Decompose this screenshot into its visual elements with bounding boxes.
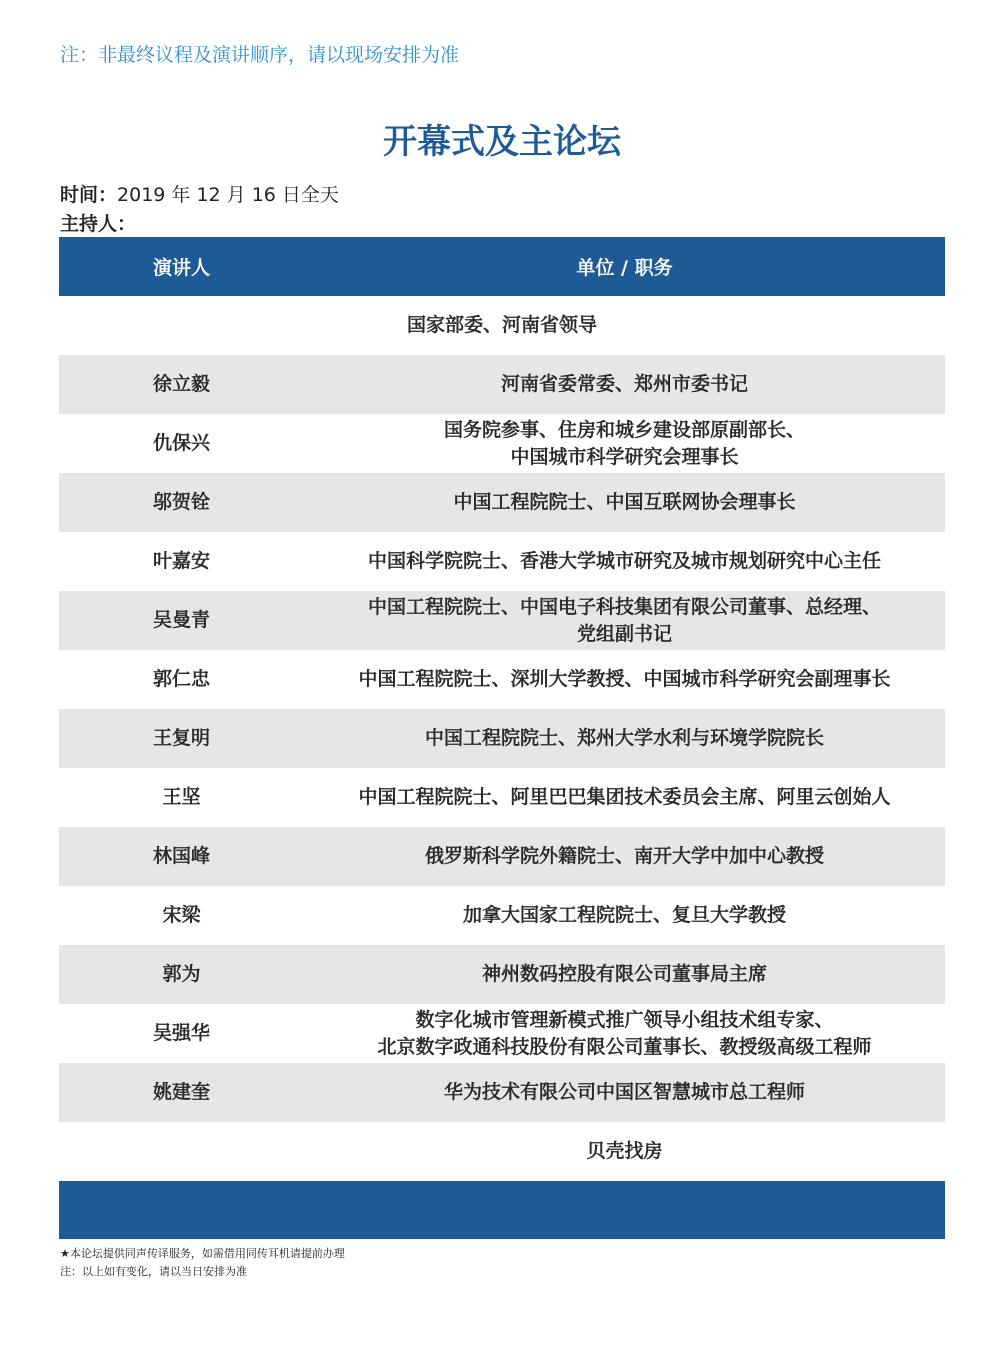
table-row — [59, 650, 945, 709]
speaker-cell: 姚建奎 — [59, 1063, 304, 1122]
table-header-row — [59, 237, 945, 296]
speaker-cell: 宋梁 — [162, 904, 201, 926]
header-position: 单位 / 职务 — [304, 237, 945, 296]
table-body — [59, 296, 945, 1181]
speaker-cell: 吴强华 — [152, 1022, 210, 1044]
time-label: 时间： — [60, 184, 118, 206]
speaker-table — [59, 237, 945, 1181]
table-row — [59, 532, 945, 591]
speaker-cell: 邬贺铨 — [59, 473, 304, 532]
table-row — [59, 473, 945, 532]
speaker-cell — [59, 1122, 304, 1181]
speaker-cell: 郭仁忠 — [152, 668, 210, 690]
position-cell: 国务院参事、住房和城乡建设部原副部长、 中国城市科学研究会理事长 — [443, 418, 805, 468]
position-cell: 俄罗斯科学院外籍院士、南开大学中加中心教授 — [304, 827, 945, 886]
host-line — [60, 209, 136, 236]
table-row — [59, 768, 945, 827]
position-cell: 中国工程院院士、中国电子科技集团有限公司董事、总经理、 党组副书记 — [304, 591, 945, 650]
speaker-cell: 吴曼青 — [59, 591, 304, 650]
speaker-cell: 林国峰 — [59, 827, 304, 886]
speaker-cell: 王复明 — [59, 709, 304, 768]
speaker-cell: 郭为 — [59, 945, 304, 1004]
top-note: 注：非最终议程及演讲顺序，请以现场安排为准 — [60, 44, 460, 66]
time-line — [60, 180, 339, 207]
position-cell: 数字化城市管理新模式推广领导小组技术组专家、 北京数字政通科技股份有限公司董事长、教授级高级工程师 — [377, 1008, 872, 1058]
table-row — [59, 591, 945, 650]
footnote-interpretation: ★本论坛提供同声传译服务，如需借用同传耳机请提前办理 — [60, 1247, 345, 1260]
position-cell: 神州数码控股有限公司董事局主席 — [304, 945, 945, 1004]
table-row — [59, 886, 945, 945]
table-row — [59, 355, 945, 414]
position-cell: 中国工程院院士、深圳大学教授、中国城市科学研究会副理事长 — [358, 668, 891, 690]
position-cell: 中国科学院院士、香港大学城市研究及城市规划研究中心主任 — [367, 550, 881, 572]
time-value: 2019 年 12 月 16 日全天 — [117, 184, 339, 206]
host-label: 主持人： — [60, 213, 137, 235]
position-cell: 河南省委常委、郑州市委书记 — [304, 355, 945, 414]
header-speaker: 演讲人 — [59, 237, 304, 296]
table-row — [59, 1004, 945, 1063]
speaker-cell: 王坚 — [162, 786, 201, 808]
position-cell: 贝壳找房 — [586, 1140, 663, 1162]
position-cell: 华为技术有限公司中国区智慧城市总工程师 — [304, 1063, 945, 1122]
table-row — [59, 945, 945, 1004]
table-row — [59, 1063, 945, 1122]
speaker-cell: 叶嘉安 — [152, 550, 210, 572]
table-row — [59, 414, 945, 473]
position-cell: 中国工程院院士、阿里巴巴集团技术委员会主席、阿里云创始人 — [358, 786, 891, 808]
position-cell: 中国工程院院士、郑州大学水利与环境学院院长 — [304, 709, 945, 768]
table-row — [59, 296, 945, 355]
position-cell: 中国工程院院士、中国互联网协会理事长 — [304, 473, 945, 532]
position-cell: 国家部委、河南省领导 — [406, 314, 597, 336]
speaker-cell: 仇保兴 — [152, 432, 210, 454]
table-row — [59, 1122, 945, 1181]
footnote-changes: 注：以上如有变化，请以当日安排为准 — [60, 1265, 247, 1278]
position-cell: 加拿大国家工程院院士、复旦大学教授 — [462, 904, 786, 926]
bottom-bar — [59, 1181, 945, 1239]
page-title: 开幕式及主论坛 — [383, 122, 621, 162]
table-row — [59, 827, 945, 886]
table-row — [59, 709, 945, 768]
speaker-cell: 徐立毅 — [59, 355, 304, 414]
